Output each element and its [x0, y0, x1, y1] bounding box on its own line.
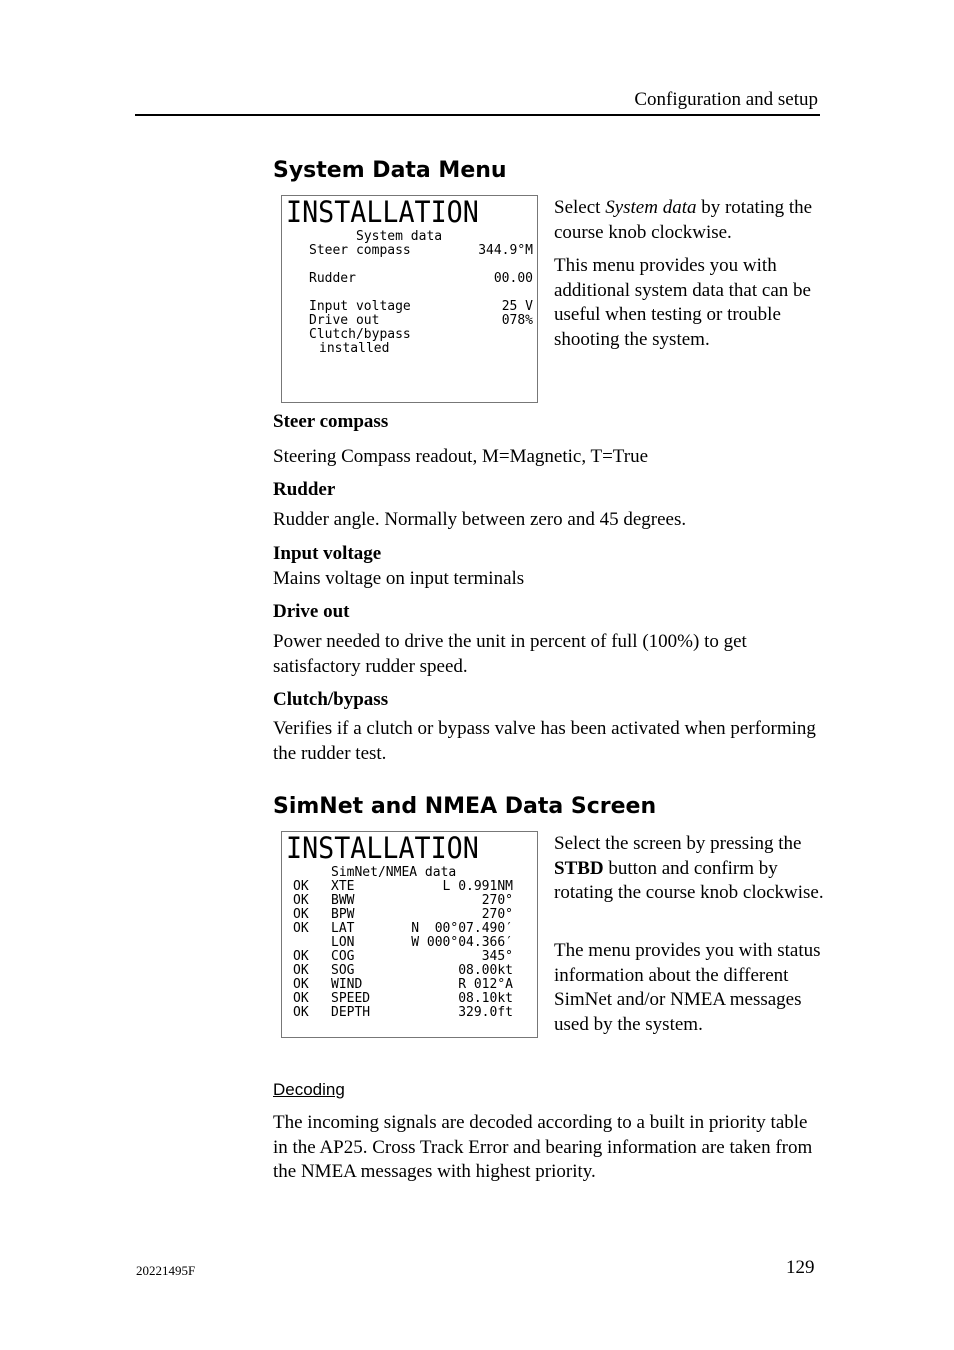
rudder-label: Rudder — [309, 271, 356, 286]
row-label: BWW — [331, 893, 355, 908]
row-value: 08.00kt — [458, 963, 513, 978]
term-steer-compass: Steer compass — [273, 411, 389, 432]
input-voltage-value: 25 V — [501, 299, 533, 314]
rudder-value: 00.00 — [493, 271, 533, 286]
intro-text-start: Select — [554, 197, 606, 218]
screen-subtitle: System data — [356, 229, 443, 244]
row-label: XTE — [331, 879, 355, 894]
row-label: SPEED — [331, 991, 371, 1006]
term-drive-out: Drive out — [273, 601, 350, 622]
row-status: OK — [293, 963, 309, 978]
term-input-voltage: Input voltage — [273, 543, 382, 564]
row-value: N 00°07.490′ — [411, 921, 513, 936]
row-value: 345° — [481, 949, 513, 964]
running-header: Configuration and setup — [634, 89, 818, 110]
drive-out-label: Drive out — [309, 313, 380, 328]
row-label: BPW — [331, 907, 355, 922]
row-label: WIND — [331, 977, 363, 992]
row-label: DEPTH — [331, 1005, 371, 1020]
simnet-heading: SimNet and NMEA Data Screen — [273, 794, 657, 819]
intro-text-emphasis: System data — [605, 197, 697, 218]
term-clutch-bypass: Clutch/bypass — [273, 689, 389, 710]
screen-title: INSTALLATION — [286, 195, 479, 229]
desc-steer-compass: Steering Compass readout, M=Magnetic, T=True — [273, 446, 648, 467]
drive-out-value: 078% — [501, 313, 533, 328]
row-status: OK — [293, 1005, 309, 1020]
row-value: L 0.991NM — [442, 879, 513, 894]
row-status: OK — [293, 921, 309, 936]
system-data-screen — [281, 195, 538, 403]
row-status: OK — [293, 893, 309, 908]
desc-rudder: Rudder angle. Normally between zero and 45 degrees. — [273, 509, 687, 530]
desc-drive-out: Power needed to drive the unit in percent of full (100%) to get satisfactory rudder speed. — [273, 631, 747, 677]
page-number: 129 — [786, 1257, 815, 1278]
simnet-intro — [554, 832, 824, 906]
decoding-subheading: Decoding — [273, 1080, 345, 1099]
row-value: 270° — [481, 893, 513, 908]
steer-compass-value: 344.9°M — [478, 243, 533, 258]
row-status: OK — [293, 879, 309, 894]
intro-text-start: Select the screen by pressing the — [554, 833, 802, 854]
row-status: OK — [293, 977, 309, 992]
term-rudder: Rudder — [273, 479, 336, 500]
stbd-button-label: STBD — [554, 857, 604, 879]
desc-input-voltage: Mains voltage on input terminals — [273, 568, 525, 589]
clutch-label: Clutch/bypass — [309, 327, 411, 342]
document-number: 20221495F — [136, 1263, 196, 1278]
row-value: 08.10kt — [458, 991, 513, 1006]
row-label: SOG — [331, 963, 355, 978]
system-data-description: This menu provides you with additional system data that can be useful when testing or trouble shooting the system. — [554, 255, 811, 350]
row-label: LON — [331, 935, 355, 950]
desc-clutch-bypass: Verifies if a clutch or bypass valve has been activated when performing the rudder test. — [273, 718, 816, 764]
steer-compass-label: Steer compass — [309, 243, 411, 258]
system-data-intro — [554, 196, 824, 245]
decoding-paragraph: The incoming signals are decoded according to a built in priority table in the AP25. Cross Track Error and bearing information are taken from the NMEA messages with highest priority. — [273, 1112, 813, 1182]
row-status: OK — [293, 949, 309, 964]
screen-title: INSTALLATION — [286, 831, 479, 865]
system-data-heading: System Data Menu — [273, 158, 507, 183]
intro-text-end: button and confirm by rotating the course knob clockwise. — [554, 857, 824, 903]
row-value: R 012°A — [458, 977, 513, 992]
row-value: W 000°04.366′ — [411, 935, 513, 950]
row-status: OK — [293, 907, 309, 922]
intro-text-end: by rotating the course knob clockwise. — [554, 197, 813, 243]
row-status: OK — [293, 991, 309, 1006]
header-rule — [135, 114, 820, 116]
simnet-description: The menu provides you with status information about the different SimNet and/or NMEA messages used by the system. — [554, 940, 821, 1035]
row-label: COG — [331, 949, 355, 964]
row-value: 270° — [481, 907, 513, 922]
simnet-data-screen — [281, 831, 538, 1038]
screen-subtitle: SimNet/NMEA data — [331, 865, 457, 880]
row-label: LAT — [331, 921, 355, 936]
input-voltage-label: Input voltage — [309, 299, 411, 314]
clutch-value: installed — [319, 341, 390, 356]
row-value: 329.0ft — [458, 1005, 513, 1020]
